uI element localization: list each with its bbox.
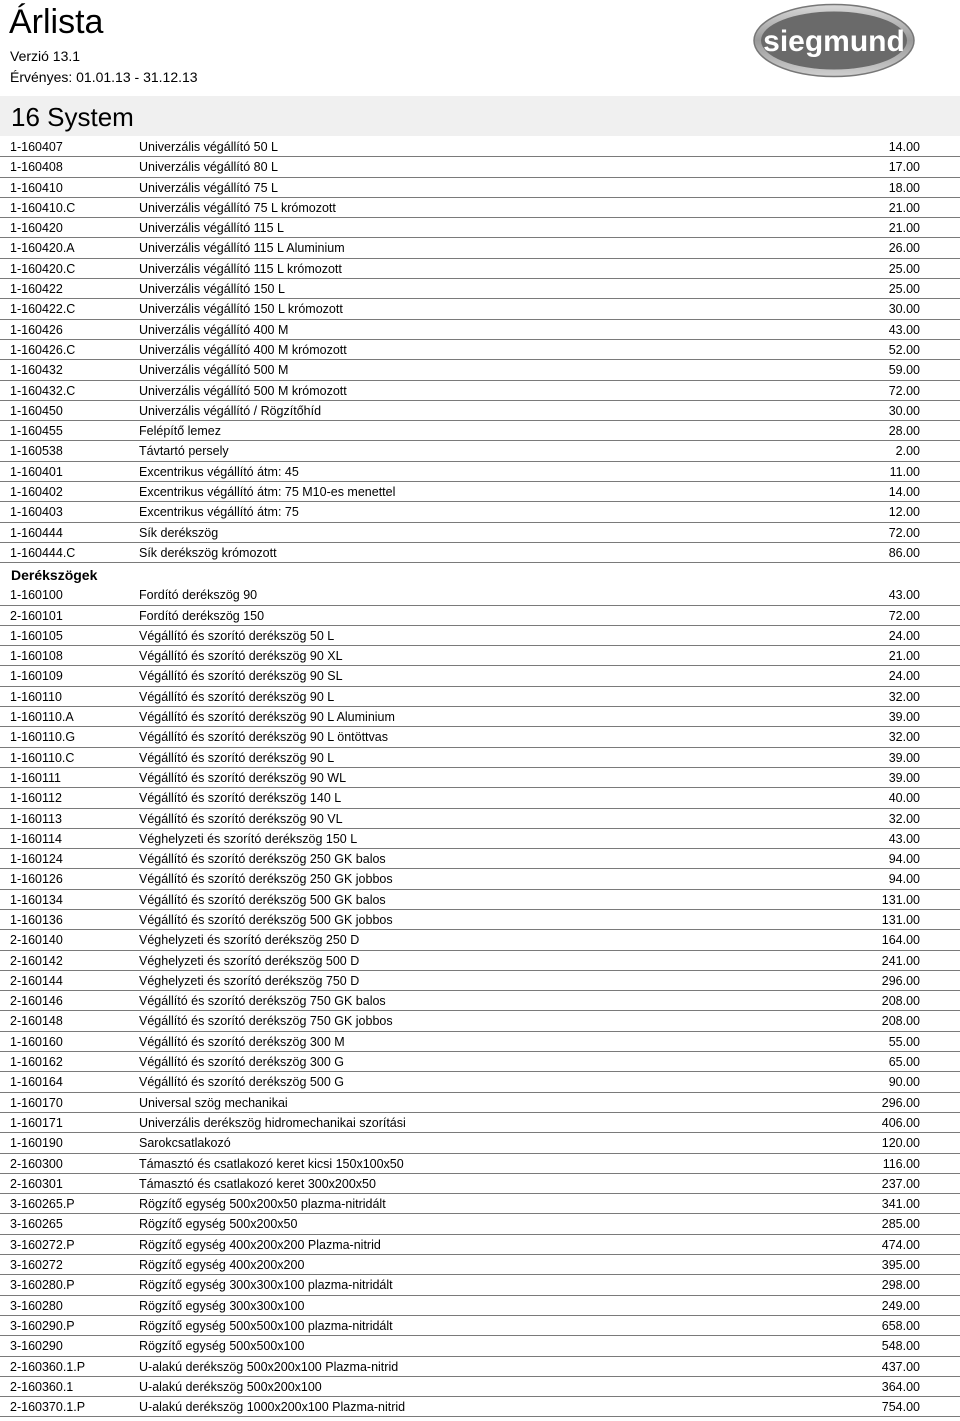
item-description: Univerzális derékszög hidromechanikai szorítási bbox=[139, 1115, 406, 1130]
item-price: 59.00 bbox=[888, 363, 920, 378]
item-description: Univerzális végállító 400 M krómozott bbox=[139, 342, 347, 357]
table-row bbox=[0, 279, 960, 299]
table-row bbox=[0, 1052, 960, 1072]
item-price: 72.00 bbox=[888, 608, 920, 623]
item-price: 249.00 bbox=[881, 1298, 920, 1313]
item-price: 406.00 bbox=[881, 1115, 920, 1130]
item-code: 1-160410 bbox=[10, 180, 63, 195]
item-code: 3-160265.P bbox=[10, 1197, 75, 1212]
table-row bbox=[0, 606, 960, 626]
validity-label: Érvényes: 01.01.13 - 31.12.13 bbox=[10, 69, 198, 85]
item-description: Univerzális végállító 115 L krómozott bbox=[139, 261, 342, 276]
table-row bbox=[0, 381, 960, 401]
item-description: Végállító és szorító derékszög 90 L bbox=[139, 689, 335, 704]
table-row bbox=[0, 788, 960, 808]
item-price: 21.00 bbox=[888, 200, 920, 215]
item-description: Univerzális végállító 75 L krómozott bbox=[139, 200, 336, 215]
table-row bbox=[0, 502, 960, 522]
table-row bbox=[0, 626, 960, 646]
item-price: 12.00 bbox=[888, 505, 920, 520]
item-description: Universal szög mechanikai bbox=[139, 1095, 288, 1110]
item-price: 17.00 bbox=[888, 160, 920, 175]
item-price: 14.00 bbox=[888, 485, 920, 500]
item-price: 43.00 bbox=[888, 588, 920, 603]
item-description: Végállító és szorító derékszög 90 SL bbox=[139, 669, 343, 684]
item-code: 3-160265 bbox=[10, 1217, 63, 1232]
page-title: Árlista bbox=[9, 3, 104, 41]
item-code: 1-160401 bbox=[10, 464, 63, 479]
item-price: 94.00 bbox=[888, 872, 920, 887]
item-price: 2.00 bbox=[895, 444, 920, 459]
item-description: Végállító és szorító derékszög 250 GK balos bbox=[139, 852, 386, 867]
item-code: 1-160109 bbox=[10, 669, 63, 684]
item-code: 1-160136 bbox=[10, 912, 63, 927]
section-title: 16 System bbox=[11, 102, 134, 132]
table-row bbox=[0, 707, 960, 727]
item-description: Univerzális végállító 80 L bbox=[139, 160, 278, 175]
item-price: 24.00 bbox=[888, 669, 920, 684]
item-price: 32.00 bbox=[888, 730, 920, 745]
item-price: 28.00 bbox=[888, 424, 920, 439]
item-code: 3-160272 bbox=[10, 1258, 63, 1273]
item-description: Univerzális végállító 500 M krómozott bbox=[139, 383, 347, 398]
item-description: Végállító és szorító derékszög 90 L öntöttvas bbox=[139, 730, 388, 745]
item-price: 285.00 bbox=[881, 1217, 920, 1232]
item-description: Véghelyzeti és szorító derékszög 250 D bbox=[139, 933, 360, 948]
item-price: 298.00 bbox=[881, 1278, 920, 1293]
item-price: 754.00 bbox=[881, 1400, 920, 1415]
item-description: Univerzális végállító 150 L krómozott bbox=[139, 302, 343, 317]
item-price: 72.00 bbox=[888, 525, 920, 540]
item-description: Fordító derékszög 90 bbox=[139, 588, 258, 603]
table-row bbox=[0, 951, 960, 971]
item-code: 2-160144 bbox=[10, 973, 63, 988]
item-price: 131.00 bbox=[881, 912, 920, 927]
item-code: 1-160426.C bbox=[10, 342, 76, 357]
item-price: 25.00 bbox=[888, 261, 920, 276]
item-description: Támasztó és csatlakozó keret 300x200x50 bbox=[139, 1176, 376, 1191]
table-row bbox=[0, 829, 960, 849]
item-code: 2-160300 bbox=[10, 1156, 63, 1171]
item-description: Univerzális végállító 50 L bbox=[139, 140, 278, 154]
item-code: 1-160110 bbox=[10, 689, 62, 704]
table-row bbox=[0, 930, 960, 950]
siegmund-logo bbox=[752, 3, 916, 78]
table-row bbox=[0, 1336, 960, 1356]
table-row bbox=[0, 421, 960, 441]
table-row bbox=[0, 646, 960, 666]
table-row bbox=[0, 890, 960, 910]
table-row bbox=[0, 687, 960, 707]
table-row bbox=[0, 748, 960, 768]
item-description: Rögzítő egység 500x200x50 plazma-nitridált bbox=[139, 1197, 386, 1212]
item-description: Végállító és szorító derékszög 300 M bbox=[139, 1034, 345, 1049]
table-row bbox=[0, 401, 960, 421]
item-price: 26.00 bbox=[888, 241, 920, 256]
item-code: 1-160113 bbox=[10, 811, 62, 826]
item-description: U-alakú derékszög 500x200x100 Plazma-nitrid bbox=[139, 1359, 399, 1374]
table-row bbox=[0, 1377, 960, 1397]
item-description: Rögzítő egység 500x500x100 plazma-nitridált bbox=[139, 1318, 393, 1333]
item-code: 1-160170 bbox=[10, 1095, 63, 1110]
table-row bbox=[0, 1214, 960, 1234]
item-description: Végállító és szorító derékszög 90 XL bbox=[139, 649, 343, 664]
item-description: Univerzális végállító 400 M bbox=[139, 322, 289, 337]
item-price: 116.00 bbox=[882, 1156, 920, 1171]
table-row bbox=[0, 1032, 960, 1052]
table-row bbox=[0, 320, 960, 340]
item-code: 1-160124 bbox=[10, 852, 63, 867]
item-price: 30.00 bbox=[888, 302, 920, 317]
item-price: 296.00 bbox=[881, 1095, 920, 1110]
item-code: 2-160140 bbox=[10, 933, 63, 948]
item-description: Végállító és szorító derékszög 500 GK jobbos bbox=[139, 912, 393, 927]
item-code: 1-160110.A bbox=[10, 710, 74, 725]
item-code: 2-160370.1.P bbox=[10, 1400, 86, 1415]
item-code: 1-160450 bbox=[10, 403, 63, 418]
item-code: 2-160146 bbox=[10, 994, 63, 1009]
table-row bbox=[0, 340, 960, 360]
item-price: 241.00 bbox=[881, 953, 920, 968]
item-price: 30.00 bbox=[888, 403, 920, 418]
table-row bbox=[0, 218, 960, 238]
item-description: Végállító és szorító derékszög 90 WL bbox=[139, 770, 347, 785]
table-row bbox=[0, 1154, 960, 1174]
item-price: 94.00 bbox=[888, 852, 920, 867]
item-price: 120.00 bbox=[881, 1136, 920, 1151]
item-code: 1-160134 bbox=[10, 892, 63, 907]
item-price: 25.00 bbox=[888, 282, 920, 297]
table-row bbox=[0, 1133, 960, 1153]
item-price: 65.00 bbox=[888, 1055, 920, 1070]
item-description: Végállító és szorító derékszög 750 GK jobbos bbox=[139, 1014, 393, 1029]
table-row bbox=[0, 809, 960, 829]
table-row bbox=[0, 910, 960, 930]
item-description: Végállító és szorító derékszög 90 L bbox=[139, 750, 335, 765]
item-description: Excentrikus végállító átm: 75 bbox=[139, 505, 299, 520]
item-code: 1-160111 bbox=[10, 770, 61, 785]
item-description: Végállító és szorító derékszög 90 L Aluminium bbox=[139, 710, 395, 725]
item-description: Univerzális végállító 115 L Aluminium bbox=[139, 241, 345, 256]
item-price: 86.00 bbox=[888, 545, 920, 560]
item-code: 1-160162 bbox=[10, 1055, 63, 1070]
table-row bbox=[0, 849, 960, 869]
item-code: 1-160420.C bbox=[10, 261, 76, 276]
price-table bbox=[0, 137, 960, 1417]
item-description: Excentrikus végállító átm: 75 M10-es menettel bbox=[139, 485, 396, 500]
table-row bbox=[0, 198, 960, 218]
item-code: 1-160110.G bbox=[10, 730, 76, 745]
table-row bbox=[0, 523, 960, 543]
item-code: 1-160420.A bbox=[10, 241, 75, 256]
item-description: Végállító és szorító derékszög 500 GK balos bbox=[139, 892, 386, 907]
item-price: 39.00 bbox=[888, 710, 920, 725]
item-code: 2-160301 bbox=[10, 1176, 63, 1191]
table-row bbox=[0, 971, 960, 991]
item-price: 437.00 bbox=[881, 1359, 920, 1374]
item-price: 237.00 bbox=[881, 1176, 920, 1191]
item-code: 1-160538 bbox=[10, 444, 63, 459]
item-description: Sík derékszög bbox=[139, 525, 219, 540]
item-code: 1-160422 bbox=[10, 282, 63, 297]
item-price: 43.00 bbox=[888, 322, 920, 337]
item-code: 3-160290.P bbox=[10, 1318, 75, 1333]
group-heading bbox=[0, 563, 960, 585]
item-code: 1-160410.C bbox=[10, 200, 76, 215]
table-row bbox=[0, 137, 960, 157]
item-code: 2-160148 bbox=[10, 1014, 63, 1029]
item-code: 2-160360.1 bbox=[10, 1379, 74, 1394]
table-row bbox=[0, 360, 960, 380]
item-price: 395.00 bbox=[881, 1258, 920, 1273]
item-price: 18.00 bbox=[888, 180, 920, 195]
item-description: U-alakú derékszög 1000x200x100 Plazma-nitrid bbox=[139, 1400, 406, 1415]
item-price: 32.00 bbox=[888, 811, 920, 826]
item-price: 474.00 bbox=[881, 1237, 920, 1252]
table-row bbox=[0, 178, 960, 198]
item-price: 548.00 bbox=[881, 1339, 920, 1354]
item-description: Rögzítő egység 500x500x100 bbox=[139, 1339, 305, 1354]
item-description: Végállító és szorító derékszög 250 GK jobbos bbox=[139, 872, 393, 887]
table-row bbox=[0, 991, 960, 1011]
item-description: Rögzítő egység 300x300x100 plazma-nitridált bbox=[139, 1278, 393, 1293]
item-price: 14.00 bbox=[888, 140, 920, 154]
item-description: Távtartó persely bbox=[139, 444, 229, 459]
item-code: 1-160160 bbox=[10, 1034, 63, 1049]
table-row bbox=[0, 1255, 960, 1275]
item-description: Excentrikus végállító átm: 45 bbox=[139, 464, 299, 479]
item-code: 1-160126 bbox=[10, 872, 63, 887]
table-row bbox=[0, 441, 960, 461]
item-price: 364.00 bbox=[881, 1379, 920, 1394]
table-row bbox=[0, 1357, 960, 1377]
item-description: U-alakú derékszög 500x200x100 bbox=[139, 1379, 322, 1394]
table-row bbox=[0, 1072, 960, 1092]
table-row bbox=[0, 299, 960, 319]
item-code: 2-160360.1.P bbox=[10, 1359, 86, 1374]
table-row bbox=[0, 1296, 960, 1316]
group-heading-label: Derékszögek bbox=[11, 567, 98, 584]
item-description: Univerzális végállító 75 L bbox=[139, 180, 278, 195]
item-price: 11.00 bbox=[889, 464, 920, 479]
item-code: 1-160432.C bbox=[10, 383, 76, 398]
item-description: Sík derékszög krómozott bbox=[139, 545, 277, 560]
item-price: 90.00 bbox=[888, 1075, 920, 1090]
table-row bbox=[0, 666, 960, 686]
table-row bbox=[0, 157, 960, 177]
item-description: Univerzális végállító / Rögzítőhíd bbox=[139, 403, 322, 418]
item-code: 1-160110.C bbox=[10, 750, 75, 765]
item-description: Véghelyzeti és szorító derékszög 500 D bbox=[139, 953, 360, 968]
item-description: Rögzítő egység 500x200x50 bbox=[139, 1217, 298, 1232]
item-price: 39.00 bbox=[888, 770, 920, 785]
table-row bbox=[0, 543, 960, 563]
item-code: 1-160407 bbox=[10, 140, 63, 154]
item-price: 658.00 bbox=[881, 1318, 920, 1333]
item-price: 21.00 bbox=[888, 221, 920, 236]
item-description: Rögzítő egység 400x200x200 bbox=[139, 1258, 305, 1273]
item-code: 2-160142 bbox=[10, 953, 63, 968]
item-code: 3-160272.P bbox=[10, 1237, 75, 1252]
item-price: 39.00 bbox=[888, 750, 920, 765]
item-description: Univerzális végállító 150 L bbox=[139, 282, 285, 297]
item-description: Véghelyzeti és szorító derékszög 150 L bbox=[139, 831, 358, 846]
item-description: Rögzítő egység 300x300x100 bbox=[139, 1298, 305, 1313]
item-price: 21.00 bbox=[888, 649, 920, 664]
item-price: 52.00 bbox=[888, 342, 920, 357]
item-code: 1-160408 bbox=[10, 160, 63, 175]
table-row bbox=[0, 727, 960, 747]
table-row bbox=[0, 259, 960, 279]
item-description: Végállító és szorító derékszög 500 G bbox=[139, 1075, 344, 1090]
item-code: 1-160444.C bbox=[10, 545, 76, 560]
item-price: 164.00 bbox=[881, 933, 920, 948]
table-row bbox=[0, 1397, 960, 1417]
item-description: Végállító és szorító derékszög 750 GK balos bbox=[139, 994, 386, 1009]
item-price: 208.00 bbox=[881, 994, 920, 1009]
item-code: 3-160280.P bbox=[10, 1278, 75, 1293]
item-description: Véghelyzeti és szorító derékszög 750 D bbox=[139, 973, 360, 988]
item-price: 208.00 bbox=[881, 1014, 920, 1029]
item-code: 1-160455 bbox=[10, 424, 63, 439]
item-code: 1-160164 bbox=[10, 1075, 63, 1090]
table-row bbox=[0, 1194, 960, 1214]
item-price: 131.00 bbox=[881, 892, 920, 907]
item-code: 1-160422.C bbox=[10, 302, 76, 317]
item-description: Univerzális végállító 115 L bbox=[139, 221, 284, 236]
item-code: 1-160403 bbox=[10, 505, 63, 520]
section-band bbox=[0, 96, 960, 136]
logo-text: siegmund bbox=[763, 25, 905, 58]
table-row bbox=[0, 1093, 960, 1113]
item-price: 55.00 bbox=[888, 1034, 920, 1049]
item-price: 24.00 bbox=[888, 628, 920, 643]
table-row bbox=[0, 768, 960, 788]
item-code: 1-160402 bbox=[10, 485, 63, 500]
item-price: 43.00 bbox=[888, 831, 920, 846]
table-row bbox=[0, 585, 960, 605]
table-row bbox=[0, 869, 960, 889]
item-code: 1-160432 bbox=[10, 363, 63, 378]
item-price: 32.00 bbox=[888, 689, 920, 704]
item-description: Rögzítő egység 400x200x200 Plazma-nitrid bbox=[139, 1237, 381, 1252]
item-code: 1-160105 bbox=[10, 628, 63, 643]
table-row bbox=[0, 1113, 960, 1133]
item-description: Végállító és szorító derékszög 140 L bbox=[139, 791, 342, 806]
item-code: 1-160100 bbox=[10, 588, 63, 603]
table-row bbox=[0, 1235, 960, 1255]
item-code: 1-160108 bbox=[10, 649, 63, 664]
item-code: 1-160426 bbox=[10, 322, 63, 337]
item-code: 1-160112 bbox=[10, 791, 62, 806]
item-code: 3-160290 bbox=[10, 1339, 63, 1354]
table-row bbox=[0, 482, 960, 502]
item-code: 1-160420 bbox=[10, 221, 63, 236]
version-label: Verzió 13.1 bbox=[10, 48, 81, 64]
item-code: 3-160280 bbox=[10, 1298, 63, 1313]
item-description: Végállító és szorító derékszög 50 L bbox=[139, 628, 335, 643]
table-row bbox=[0, 1316, 960, 1336]
item-description: Fordító derékszög 150 bbox=[139, 608, 265, 623]
table-row bbox=[0, 238, 960, 258]
item-price: 341.00 bbox=[881, 1197, 920, 1212]
table-row bbox=[0, 1275, 960, 1295]
item-description: Végállító és szorító derékszög 90 VL bbox=[139, 811, 343, 826]
item-description: Univerzális végállító 500 M bbox=[139, 363, 289, 378]
item-code: 1-160171 bbox=[10, 1115, 63, 1130]
item-price: 40.00 bbox=[888, 791, 920, 806]
item-description: Támasztó és csatlakozó keret kicsi 150x100x50 bbox=[139, 1156, 404, 1171]
item-code: 1-160114 bbox=[10, 831, 62, 846]
item-description: Felépítő lemez bbox=[139, 424, 221, 439]
table-row bbox=[0, 1011, 960, 1031]
item-description: Sarokcsatlakozó bbox=[139, 1136, 231, 1151]
item-code: 1-160190 bbox=[10, 1136, 63, 1151]
table-row bbox=[0, 462, 960, 482]
table-row bbox=[0, 1174, 960, 1194]
item-code: 2-160101 bbox=[10, 608, 63, 623]
item-price: 296.00 bbox=[881, 973, 920, 988]
item-price: 72.00 bbox=[888, 383, 920, 398]
item-code: 1-160444 bbox=[10, 525, 63, 540]
item-description: Végállító és szorító derékszög 300 G bbox=[139, 1055, 344, 1070]
